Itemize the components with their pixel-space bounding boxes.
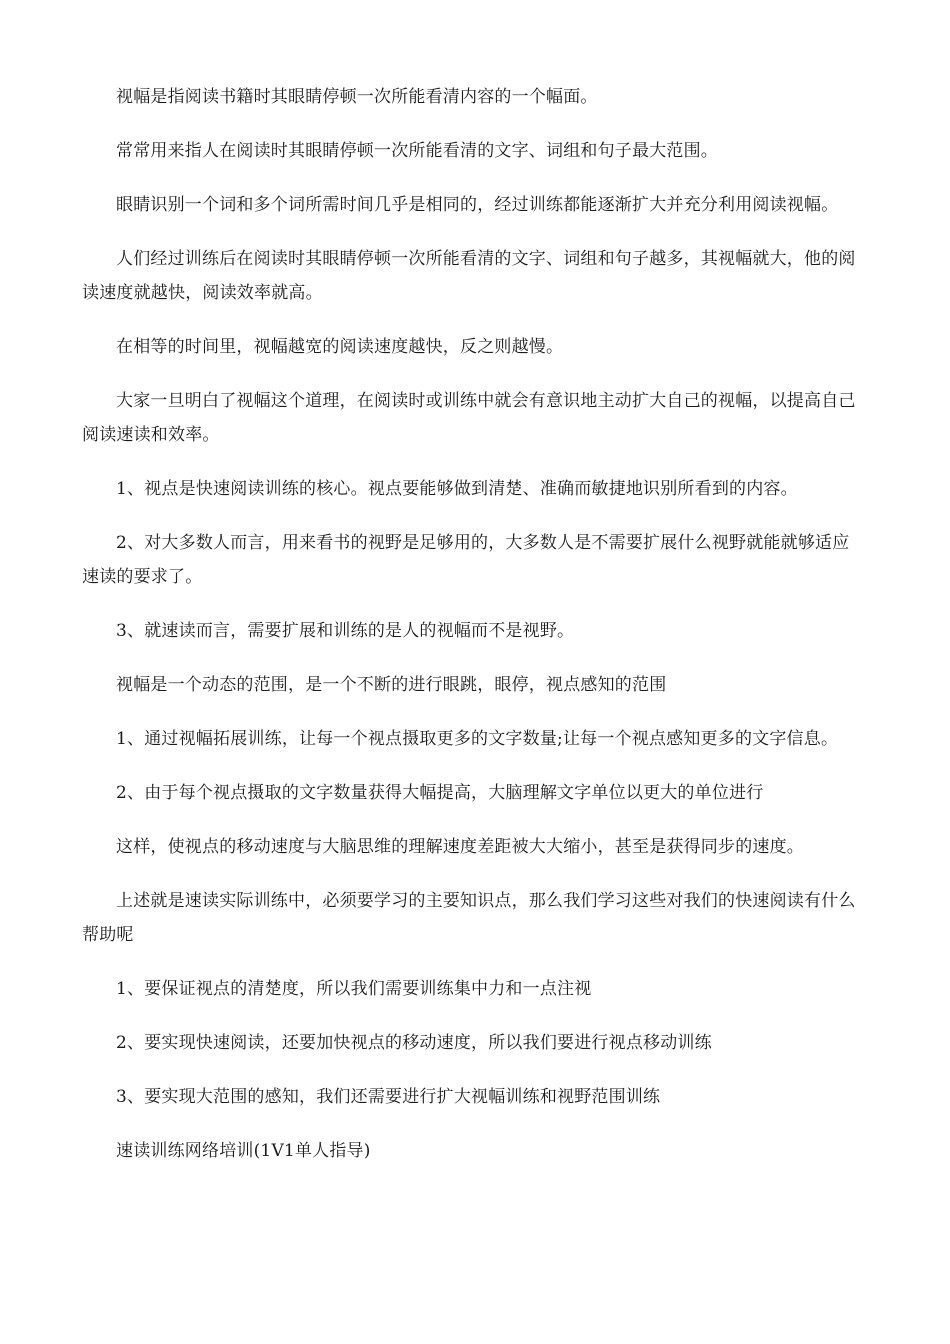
numbered-paragraph: 2、由于每个视点摄取的文字数量获得大幅提高，大脑理解文字单位以更大的单位进行 — [116, 783, 764, 803]
numbered-paragraph: 3、要实现大范围的感知，我们还需要进行扩大视幅训练和视野范围训练 — [116, 1087, 661, 1107]
paragraph: 眼睛识别一个词和多个词所需时间几乎是相同的，经过训练都能逐渐扩大并充分利用阅读视幅。 — [116, 195, 839, 215]
paragraph: 这样，使视点的移动速度与大脑思维的理解速度差距被大大缩小，甚至是获得同步的速度。 — [116, 837, 804, 857]
document-body — [82, 80, 866, 1188]
paragraph: 视幅是指阅读书籍时其眼睛停顿一次所能看清内容的一个幅面。 — [116, 87, 598, 107]
paragraph: 常常用来指人在阅读时其眼睛停顿一次所能看清的文字、词组和句子最大范围。 — [116, 141, 718, 161]
numbered-paragraph: 2、要实现快速阅读，还要加快视点的移动速度，所以我们要进行视点移动训练 — [116, 1033, 712, 1053]
paragraph: 视幅是一个动态的范围，是一个不断的进行眼跳，眼停，视点感知的范围 — [116, 675, 667, 695]
paragraph: 人们经过训练后在阅读时其眼睛停顿一次所能看清的文字、词组和句子越多，其视幅就大，他的阅读速度就越快，阅读效率就高。 — [82, 249, 856, 303]
numbered-paragraph: 2、对大多数人而言，用来看书的视野是足够用的，大多数人是不需要扩展什么视野就能就够适应速读的要求了。 — [82, 533, 850, 587]
paragraph: 上述就是速读实际训练中，必须要学习的主要知识点，那么我们学习这些对我们的快速阅读有什么帮助呢 — [82, 891, 856, 945]
paragraph: 大家一旦明白了视幅这个道理，在阅读时或训练中就会有意识地主动扩大自己的视幅，以提高自己阅读速读和效率。 — [82, 391, 856, 445]
paragraph: 速读训练网络培训(1V1单人指导) — [116, 1141, 371, 1161]
numbered-paragraph: 1、要保证视点的清楚度，所以我们需要训练集中力和一点注视 — [116, 979, 592, 999]
paragraph: 在相等的时间里，视幅越宽的阅读速度越快，反之则越慢。 — [116, 337, 564, 357]
numbered-paragraph: 1、通过视幅拓展训练，让每一个视点摄取更多的文字数量;让每一个视点感知更多的文字信息。 — [116, 729, 839, 749]
numbered-paragraph: 3、就速读而言，需要扩展和训练的是人的视幅而不是视野。 — [116, 621, 575, 641]
numbered-paragraph: 1、视点是快速阅读训练的核心。视点要能够做到清楚、准确而敏捷地识别所看到的内容。 — [116, 479, 798, 499]
